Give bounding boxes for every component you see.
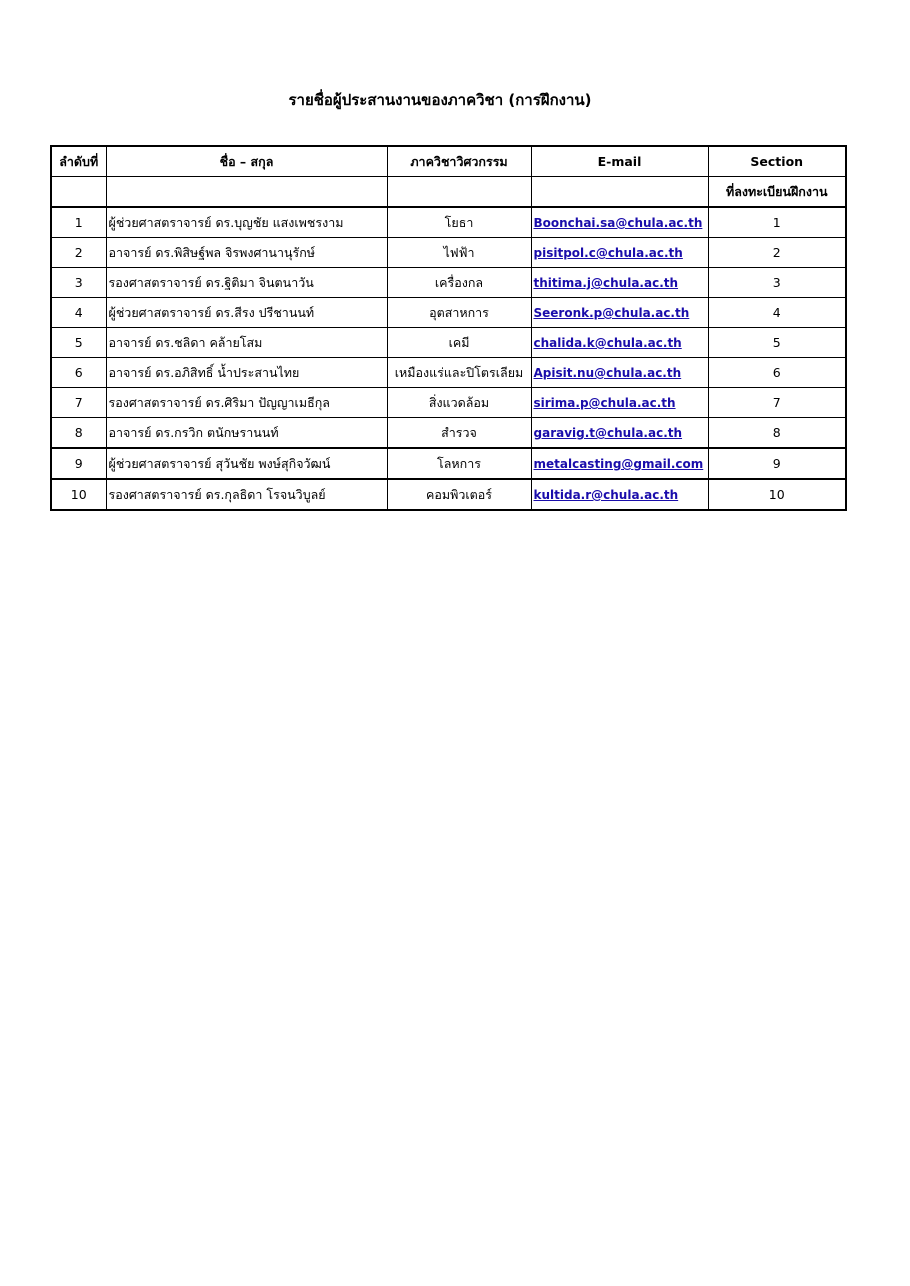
row-email <box>531 448 708 479</box>
row-name: รองศาสตราจารย์ ดร.ศิริมา ปัญญาเมธีกุล <box>106 388 387 418</box>
table-row <box>51 238 846 268</box>
row-department: โลหการ <box>387 448 531 479</box>
header-no: ลำดับที่ <box>51 146 106 177</box>
email-link[interactable]: metalcasting@gmail.com <box>533 457 704 471</box>
row-name: อาจารย์ ดร.พิสิษฐ์พล จิรพงศานานุรักษ์ <box>106 238 387 268</box>
header-no-blank <box>51 177 106 208</box>
email-link[interactable]: chalida.k@chula.ac.th <box>533 336 682 350</box>
row-department: คอมพิวเตอร์ <box>387 479 531 510</box>
row-name: ผู้ช่วยศาสตราจารย์ สุวันชัย พงษ์สุกิจวัฒน์ <box>106 448 387 479</box>
row-name: รองศาสตราจารย์ ดร.กุลธิดา โรจนวิบูลย์ <box>106 479 387 510</box>
table-header-subrow <box>51 177 846 208</box>
row-no: 3 <box>51 268 106 298</box>
header-department: ภาควิชาวิศวกรรม <box>387 146 531 177</box>
row-no: 2 <box>51 238 106 268</box>
table-header-row <box>51 146 846 177</box>
email-link[interactable]: Seeronk.p@chula.ac.th <box>533 306 690 320</box>
row-email <box>531 298 708 328</box>
document-title: รายชื่อผู้ประสานงานของภาควิชา (การฝึกงาน) <box>288 91 592 109</box>
email-link[interactable]: Boonchai.sa@chula.ac.th <box>533 216 703 230</box>
row-no: 4 <box>51 298 106 328</box>
email-link[interactable]: kultida.r@chula.ac.th <box>533 488 679 502</box>
table-row <box>51 388 846 418</box>
row-section: 2 <box>708 238 846 268</box>
row-name: รองศาสตราจารย์ ดร.ฐิติมา จินตนาวัน <box>106 268 387 298</box>
row-department: เครื่องกล <box>387 268 531 298</box>
row-section: 1 <box>708 207 846 238</box>
header-name: ชื่อ – สกุล <box>106 146 387 177</box>
header-name-blank <box>106 177 387 208</box>
row-name: อาจารย์ ดร.กรวิก ตนักษรานนท์ <box>106 418 387 449</box>
row-no: 8 <box>51 418 106 449</box>
row-no: 10 <box>51 479 106 510</box>
email-link[interactable]: pisitpol.c@chula.ac.th <box>533 246 683 260</box>
table-row <box>51 448 846 479</box>
row-department: สำรวจ <box>387 418 531 449</box>
row-name: อาจารย์ ดร.อภิสิทธิ์ น้ำประสานไทย <box>106 358 387 388</box>
row-name: ผู้ช่วยศาสตราจารย์ ดร.บุญชัย แสงเพชรงาม <box>106 207 387 238</box>
row-email <box>531 418 708 449</box>
email-link[interactable]: sirima.p@chula.ac.th <box>533 396 676 410</box>
table-row <box>51 418 846 449</box>
table-row <box>51 268 846 298</box>
row-section: 4 <box>708 298 846 328</box>
row-department: เคมี <box>387 328 531 358</box>
table-row <box>51 207 846 238</box>
row-email <box>531 207 708 238</box>
row-email <box>531 238 708 268</box>
email-link[interactable]: garavig.t@chula.ac.th <box>533 426 683 440</box>
row-no: 5 <box>51 328 106 358</box>
row-department: เหมืองแร่และปิโตรเลียม <box>387 358 531 388</box>
header-section-sub: ที่ลงทะเบียนฝึกงาน <box>708 177 846 208</box>
row-name: อาจารย์ ดร.ชลิดา คล้ายโสม <box>106 328 387 358</box>
row-no: 7 <box>51 388 106 418</box>
row-department: สิ่งแวดล้อม <box>387 388 531 418</box>
header-section: Section <box>708 146 846 177</box>
row-email <box>531 268 708 298</box>
row-section: 9 <box>708 448 846 479</box>
row-no: 9 <box>51 448 106 479</box>
email-link[interactable]: Apisit.nu@chula.ac.th <box>533 366 682 380</box>
row-section: 6 <box>708 358 846 388</box>
table-row <box>51 479 846 510</box>
row-section: 7 <box>708 388 846 418</box>
row-no: 1 <box>51 207 106 238</box>
row-section: 10 <box>708 479 846 510</box>
table-row <box>51 298 846 328</box>
header-department-blank <box>387 177 531 208</box>
row-section: 8 <box>708 418 846 449</box>
row-email <box>531 358 708 388</box>
header-email: E-mail <box>531 146 708 177</box>
row-department: ไฟฟ้า <box>387 238 531 268</box>
row-department: โยธา <box>387 207 531 238</box>
row-department: อุตสาหการ <box>387 298 531 328</box>
coordinator-table <box>50 145 847 511</box>
row-no: 6 <box>51 358 106 388</box>
email-link[interactable]: thitima.j@chula.ac.th <box>533 276 679 290</box>
row-name: ผู้ช่วยศาสตราจารย์ ดร.สีรง ปรีชานนท์ <box>106 298 387 328</box>
table-row <box>51 328 846 358</box>
row-email <box>531 479 708 510</box>
header-email-blank <box>531 177 708 208</box>
row-section: 3 <box>708 268 846 298</box>
table-row <box>51 358 846 388</box>
row-section: 5 <box>708 328 846 358</box>
row-email <box>531 388 708 418</box>
row-email <box>531 328 708 358</box>
